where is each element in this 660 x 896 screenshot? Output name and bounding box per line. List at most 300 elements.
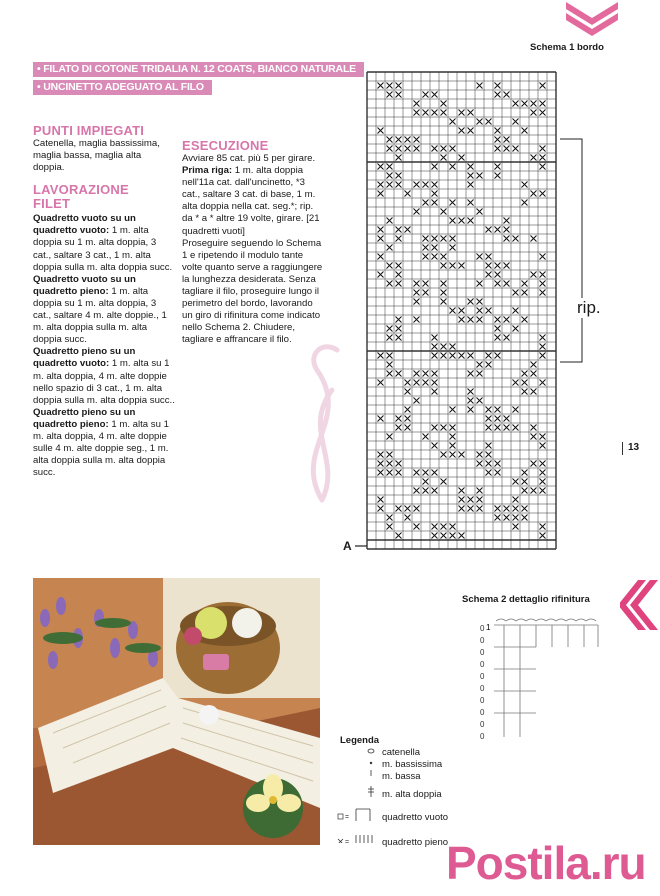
filled-square bbox=[522, 515, 528, 521]
filled-square bbox=[522, 488, 528, 494]
filled-square bbox=[450, 344, 456, 350]
filled-square bbox=[450, 263, 456, 269]
filled-square bbox=[450, 146, 456, 152]
filled-square bbox=[495, 137, 501, 143]
filled-square bbox=[396, 155, 402, 161]
filled-square bbox=[450, 353, 456, 359]
svg-text:0: 0 bbox=[480, 708, 485, 717]
svg-text:0: 0 bbox=[480, 696, 485, 705]
filled-square bbox=[396, 92, 402, 98]
filled-square bbox=[468, 353, 474, 359]
punti-heading: PUNTI IMPIEGATI bbox=[33, 123, 145, 138]
filled-square bbox=[378, 506, 384, 512]
filled-square bbox=[378, 380, 384, 386]
filled-square bbox=[441, 299, 447, 305]
filled-square bbox=[495, 515, 501, 521]
filled-square bbox=[495, 506, 501, 512]
filled-square bbox=[450, 425, 456, 431]
filled-square bbox=[396, 83, 402, 89]
filled-square bbox=[432, 371, 438, 377]
filled-square bbox=[387, 137, 393, 143]
lavorazione-item: Quadretto vuoto su un quadretto pieno: 1 m. alta doppia su 1 m. alta doppia, 3 cat., saltare 4 m. alte doppie., 1 m. alta doppia sulla m. alta doppia succ. bbox=[33, 273, 167, 346]
filled-square bbox=[414, 101, 420, 107]
filled-square bbox=[450, 164, 456, 170]
filled-square bbox=[414, 182, 420, 188]
filled-square bbox=[387, 461, 393, 467]
filled-square bbox=[477, 173, 483, 179]
filled-square bbox=[387, 326, 393, 332]
svg-text:0: 0 bbox=[480, 672, 485, 681]
filled-square bbox=[378, 254, 384, 260]
filled-square bbox=[540, 470, 546, 476]
filled-square bbox=[450, 524, 456, 530]
filled-square bbox=[531, 362, 537, 368]
filled-square bbox=[441, 281, 447, 287]
filled-square bbox=[468, 164, 474, 170]
filled-square bbox=[468, 218, 474, 224]
filled-square bbox=[387, 83, 393, 89]
filled-square bbox=[423, 371, 429, 377]
filled-square bbox=[486, 416, 492, 422]
legend-m-bassa: m. bassa bbox=[382, 771, 421, 782]
filled-square bbox=[468, 182, 474, 188]
filled-square bbox=[477, 497, 483, 503]
filled-square bbox=[387, 524, 393, 530]
filled-square bbox=[468, 497, 474, 503]
filled-square bbox=[522, 470, 528, 476]
filled-square bbox=[414, 524, 420, 530]
filled-square bbox=[378, 128, 384, 134]
filled-square bbox=[378, 272, 384, 278]
filled-square bbox=[405, 389, 411, 395]
filled-square bbox=[387, 515, 393, 521]
filled-square bbox=[450, 443, 456, 449]
filled-square bbox=[540, 281, 546, 287]
filled-square bbox=[468, 128, 474, 134]
filled-square bbox=[405, 425, 411, 431]
filled-square bbox=[468, 506, 474, 512]
filled-square bbox=[432, 470, 438, 476]
filled-square bbox=[486, 461, 492, 467]
filled-square bbox=[423, 434, 429, 440]
filled-square bbox=[504, 335, 510, 341]
filled-square bbox=[459, 263, 465, 269]
filled-square bbox=[414, 281, 420, 287]
filled-square bbox=[441, 254, 447, 260]
filled-square bbox=[477, 281, 483, 287]
filled-square bbox=[432, 164, 438, 170]
filled-square bbox=[486, 470, 492, 476]
filled-square bbox=[540, 488, 546, 494]
chevron-decoration-icon bbox=[562, 0, 622, 40]
filled-square bbox=[504, 515, 510, 521]
filled-square bbox=[396, 371, 402, 377]
filled-square bbox=[405, 506, 411, 512]
svg-text:0: 0 bbox=[480, 720, 485, 729]
filled-square bbox=[414, 317, 420, 323]
filled-square bbox=[522, 506, 528, 512]
filled-square bbox=[441, 263, 447, 269]
filled-square bbox=[432, 146, 438, 152]
filled-square bbox=[531, 155, 537, 161]
filled-square bbox=[468, 299, 474, 305]
filled-square bbox=[450, 533, 456, 539]
lavorazione-item: Quadretto pieno su un quadretto vuoto: 1 m. alta su 1 m. alta doppia, 4 m. alte doppie nello spazio di 3 cat., 1 m. alta doppia sulla m. alta doppia succ.. bbox=[33, 346, 175, 406]
filled-square bbox=[540, 461, 546, 467]
filled-square bbox=[495, 227, 501, 233]
filled-square bbox=[378, 452, 384, 458]
filled-square bbox=[441, 524, 447, 530]
filled-square bbox=[540, 344, 546, 350]
filled-square bbox=[540, 191, 546, 197]
filled-square bbox=[504, 263, 510, 269]
filled-square bbox=[441, 353, 447, 359]
filled-square bbox=[432, 182, 438, 188]
filled-square bbox=[396, 461, 402, 467]
filled-square bbox=[477, 371, 483, 377]
filled-square bbox=[450, 308, 456, 314]
filled-square bbox=[414, 110, 420, 116]
filled-square bbox=[432, 254, 438, 260]
filled-square bbox=[396, 182, 402, 188]
esecuzione-p2: Prima riga: 1 m. alta doppia nell'11a cat. dall'uncinetto, *3 cat., saltare 3 cat. di base, 1 m. alta doppia nella cat. seg.*; rip. da * a * altre 19 volte, girare. [21 quadretti vuoti] bbox=[182, 165, 320, 237]
schema2-mark: 1 bbox=[486, 623, 491, 632]
filled-square bbox=[486, 263, 492, 269]
filled-square bbox=[387, 335, 393, 341]
filled-square bbox=[477, 299, 483, 305]
filled-square bbox=[432, 191, 438, 197]
filled-square bbox=[441, 146, 447, 152]
svg-text:=: = bbox=[345, 814, 350, 821]
filled-square bbox=[423, 470, 429, 476]
filled-square bbox=[477, 119, 483, 125]
filled-square bbox=[441, 209, 447, 215]
filled-square bbox=[387, 371, 393, 377]
filled-square bbox=[423, 245, 429, 251]
filled-square bbox=[513, 308, 519, 314]
filled-square bbox=[450, 119, 456, 125]
filled-square bbox=[459, 128, 465, 134]
legend-m-alta-doppia: m. alta doppia bbox=[382, 789, 442, 800]
filled-square bbox=[504, 506, 510, 512]
filled-square bbox=[441, 155, 447, 161]
filet-chart bbox=[365, 70, 557, 552]
filled-square bbox=[495, 407, 501, 413]
filled-square bbox=[495, 263, 501, 269]
filled-square bbox=[504, 137, 510, 143]
filled-square bbox=[387, 182, 393, 188]
filled-square bbox=[378, 236, 384, 242]
filled-square bbox=[432, 236, 438, 242]
filled-square bbox=[468, 110, 474, 116]
filled-square bbox=[414, 209, 420, 215]
filled-square bbox=[432, 353, 438, 359]
filled-square bbox=[486, 362, 492, 368]
filled-square bbox=[441, 110, 447, 116]
filled-square bbox=[441, 479, 447, 485]
filled-square bbox=[486, 308, 492, 314]
filled-square bbox=[414, 506, 420, 512]
filled-square bbox=[486, 443, 492, 449]
filled-square bbox=[540, 533, 546, 539]
filled-square bbox=[540, 380, 546, 386]
filled-square bbox=[477, 488, 483, 494]
filled-square bbox=[423, 479, 429, 485]
filled-square bbox=[423, 488, 429, 494]
filled-square bbox=[477, 362, 483, 368]
filled-square bbox=[477, 209, 483, 215]
filled-square bbox=[513, 101, 519, 107]
filled-square bbox=[522, 182, 528, 188]
filled-square bbox=[387, 164, 393, 170]
filled-square bbox=[495, 173, 501, 179]
filled-square bbox=[495, 335, 501, 341]
filled-square bbox=[459, 308, 465, 314]
filled-square bbox=[432, 245, 438, 251]
filled-square bbox=[468, 200, 474, 206]
filled-square bbox=[441, 533, 447, 539]
start-label: A bbox=[343, 539, 352, 553]
filled-square bbox=[423, 236, 429, 242]
filled-square bbox=[477, 452, 483, 458]
filled-square bbox=[495, 272, 501, 278]
filled-square bbox=[540, 335, 546, 341]
filled-square bbox=[450, 236, 456, 242]
filled-square bbox=[423, 380, 429, 386]
lavorazione-item: Quadretto vuoto su un quadretto vuoto: 1 m. alta doppia su 1 m. alta doppia, 3 cat., saltare 3 cat., 1 m. alta doppia sulla m. alta doppia succ. bbox=[33, 213, 173, 273]
filled-square bbox=[405, 146, 411, 152]
chevron-decoration-icon bbox=[620, 578, 660, 634]
filled-square bbox=[414, 470, 420, 476]
filled-square bbox=[486, 425, 492, 431]
material-tag: • FILATO DI COTONE TRIDALIA N. 12 COATS, BIANCO NATURALE bbox=[33, 62, 364, 77]
filled-square bbox=[450, 218, 456, 224]
filled-square bbox=[405, 227, 411, 233]
filled-square bbox=[414, 398, 420, 404]
filled-square bbox=[468, 173, 474, 179]
legend-quadretto-pieno: quadretto pieno bbox=[382, 837, 449, 848]
filled-square bbox=[540, 110, 546, 116]
filled-square bbox=[459, 317, 465, 323]
filled-square bbox=[378, 227, 384, 233]
legend-title: Legenda bbox=[340, 735, 380, 746]
filled-square bbox=[459, 110, 465, 116]
svg-text:0: 0 bbox=[480, 732, 485, 741]
filled-square bbox=[441, 236, 447, 242]
filled-square bbox=[450, 200, 456, 206]
filled-square bbox=[486, 353, 492, 359]
filled-square bbox=[540, 290, 546, 296]
filled-square bbox=[531, 434, 537, 440]
filled-square bbox=[486, 227, 492, 233]
filled-square bbox=[450, 434, 456, 440]
filled-square bbox=[495, 353, 501, 359]
svg-text:0: 0 bbox=[480, 648, 485, 657]
schema2-diagram bbox=[476, 617, 606, 747]
filled-square bbox=[432, 443, 438, 449]
svg-text:0: 0 bbox=[480, 636, 485, 645]
filled-square bbox=[495, 128, 501, 134]
filled-square bbox=[513, 425, 519, 431]
esecuzione-column bbox=[182, 139, 324, 347]
filled-square bbox=[531, 236, 537, 242]
filled-square bbox=[396, 470, 402, 476]
filled-square bbox=[513, 326, 519, 332]
filled-square bbox=[522, 128, 528, 134]
filled-square bbox=[486, 119, 492, 125]
filled-square bbox=[441, 452, 447, 458]
filled-square bbox=[531, 371, 537, 377]
filled-square bbox=[504, 92, 510, 98]
filled-square bbox=[540, 434, 546, 440]
filled-square bbox=[378, 416, 384, 422]
filled-square bbox=[477, 308, 483, 314]
filled-square bbox=[522, 200, 528, 206]
filled-square bbox=[387, 452, 393, 458]
filled-square bbox=[477, 317, 483, 323]
filled-square bbox=[540, 101, 546, 107]
filled-square bbox=[495, 83, 501, 89]
filled-square bbox=[441, 101, 447, 107]
filled-square bbox=[450, 452, 456, 458]
watermark: Postila.ru bbox=[446, 837, 646, 889]
filled-square bbox=[432, 335, 438, 341]
filled-square bbox=[387, 146, 393, 152]
filled-square bbox=[540, 479, 546, 485]
filled-square bbox=[540, 524, 546, 530]
filled-square bbox=[414, 380, 420, 386]
start-arrow-icon bbox=[355, 541, 369, 551]
svg-text:0: 0 bbox=[480, 660, 485, 669]
filled-square bbox=[513, 407, 519, 413]
filled-square bbox=[531, 272, 537, 278]
filled-square bbox=[396, 227, 402, 233]
filled-square bbox=[387, 281, 393, 287]
schema1-title: Schema 1 bordo bbox=[530, 42, 604, 53]
filled-square bbox=[459, 506, 465, 512]
filled-square bbox=[396, 146, 402, 152]
filled-square bbox=[513, 479, 519, 485]
filled-square bbox=[504, 236, 510, 242]
filled-square bbox=[432, 200, 438, 206]
filled-square bbox=[459, 497, 465, 503]
filled-square bbox=[432, 380, 438, 386]
filled-square bbox=[477, 461, 483, 467]
filled-square bbox=[495, 470, 501, 476]
lavorazione-item: Quadretto pieno su un quadretto pieno: 1 m. alta su 1 m. alta doppia, 4 m. alte doppie sulle 4 m. alte doppie seg., 1 m. alta doppia sulla m. alta doppia succ. bbox=[33, 406, 169, 479]
filled-square bbox=[441, 344, 447, 350]
filled-square bbox=[432, 425, 438, 431]
filled-square bbox=[432, 488, 438, 494]
filled-square bbox=[378, 191, 384, 197]
filled-square bbox=[459, 218, 465, 224]
filled-square bbox=[513, 236, 519, 242]
filled-square bbox=[486, 272, 492, 278]
filled-square bbox=[432, 389, 438, 395]
filled-square bbox=[504, 281, 510, 287]
repeat-label: rip. bbox=[577, 298, 601, 317]
filled-square bbox=[513, 524, 519, 530]
filled-square bbox=[414, 488, 420, 494]
filled-square bbox=[405, 407, 411, 413]
filled-square bbox=[468, 389, 474, 395]
filled-square bbox=[450, 245, 456, 251]
filled-square bbox=[387, 353, 393, 359]
filled-square bbox=[495, 317, 501, 323]
left-column bbox=[33, 124, 175, 479]
svg-text:0: 0 bbox=[480, 624, 485, 633]
filled-square bbox=[414, 290, 420, 296]
filled-square bbox=[396, 416, 402, 422]
filled-square bbox=[513, 515, 519, 521]
filled-square bbox=[396, 317, 402, 323]
filled-square bbox=[531, 389, 537, 395]
flourish-decoration-icon bbox=[282, 330, 362, 510]
filled-square bbox=[405, 191, 411, 197]
filled-square bbox=[504, 218, 510, 224]
product-photo bbox=[33, 578, 320, 845]
filled-square bbox=[504, 227, 510, 233]
filled-square bbox=[396, 236, 402, 242]
filled-square bbox=[468, 317, 474, 323]
esecuzione-heading: ESECUZIONE bbox=[182, 138, 269, 153]
filled-square bbox=[387, 245, 393, 251]
filled-square bbox=[477, 83, 483, 89]
filled-square bbox=[423, 182, 429, 188]
filled-square bbox=[432, 533, 438, 539]
filled-square bbox=[405, 416, 411, 422]
filled-square bbox=[522, 101, 528, 107]
filled-square bbox=[378, 164, 384, 170]
esecuzione-p1: Avviare 85 cat. più 5 per girare. bbox=[182, 153, 316, 164]
filled-square bbox=[513, 290, 519, 296]
filled-square bbox=[459, 353, 465, 359]
legend-symbols bbox=[336, 743, 386, 843]
filled-square bbox=[504, 425, 510, 431]
filled-square bbox=[540, 272, 546, 278]
filled-square bbox=[396, 281, 402, 287]
filled-square bbox=[522, 371, 528, 377]
filled-square bbox=[531, 425, 537, 431]
filled-square bbox=[441, 290, 447, 296]
filled-square bbox=[387, 173, 393, 179]
filled-square bbox=[405, 137, 411, 143]
lavorazione-heading: LAVORAZIONE FILET bbox=[33, 182, 129, 212]
esecuzione-p3: Proseguire seguendo lo Schema 1 e ripetendo il modulo tante volte quanto serve a raggiungere la lunghezza desiderata. Senza tagliare il filo, proseguire lungo il perimetro del bordo, lavorando un giro di rifinitura come indicato nello Schema 2. Chiudere, tagliare e affrancare il filo. bbox=[182, 237, 323, 346]
filled-square bbox=[423, 200, 429, 206]
filled-square bbox=[459, 488, 465, 494]
filled-square bbox=[405, 515, 411, 521]
filled-square bbox=[396, 335, 402, 341]
filled-square bbox=[531, 101, 537, 107]
filled-square bbox=[468, 407, 474, 413]
schema2-title: Schema 2 dettaglio rifinitura bbox=[462, 594, 590, 605]
filled-square bbox=[477, 254, 483, 260]
filled-square bbox=[423, 110, 429, 116]
legend-catenella: catenella bbox=[382, 747, 421, 758]
filled-square bbox=[522, 290, 528, 296]
filled-square bbox=[495, 164, 501, 170]
punti-text: Catenella, maglia bassissima, maglia bassa, maglia alta doppia. bbox=[33, 138, 160, 174]
filled-square bbox=[477, 398, 483, 404]
filled-square bbox=[495, 281, 501, 287]
filled-square bbox=[513, 497, 519, 503]
filled-square bbox=[423, 92, 429, 98]
filled-square bbox=[396, 425, 402, 431]
filled-square bbox=[387, 470, 393, 476]
filled-square bbox=[441, 425, 447, 431]
legend-m-bassissima: m. bassissima bbox=[382, 759, 443, 770]
